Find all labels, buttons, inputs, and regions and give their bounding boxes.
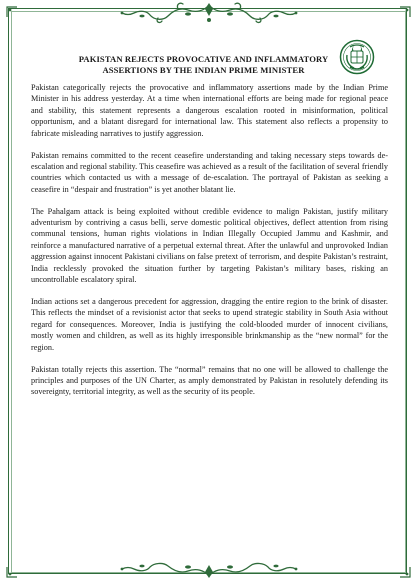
document-body (31, 82, 388, 408)
title-line-1: PAKISTAN REJECTS PROVOCATIVE AND INFLAMMATORY (78, 54, 329, 64)
corner-ornament-icon (5, 5, 19, 19)
paragraph-5: Pakistan totally rejects this assertion. The “normal” remains that no one will be allowed to challenge the principles and purposes of the UN Charter, as amply demonstrated by Pakistan in resolutely defending its sovereignty, territorial integrity, as well as the security of its people. (31, 364, 388, 397)
header-floral-ornament-icon (118, 1, 300, 25)
paragraph-2: Pakistan remains committed to the recent ceasefire understanding and taking necessary steps towards de-escalation and regional stability. This ceasefire was achieved as a result of the facilitation of several friendly countries which contacted us with a message of de-escalation. The portrayal of Pakistan as seeking a ceasefire in “despair and frustration” is yet another blatant lie. (31, 150, 388, 194)
paragraph-1: Pakistan categorically rejects the provocative and inflammatory assertions made by the Indian Prime Minister in his address yesterday. At a time when international efforts are being made for regional peace and stability, this statement represents a dangerous escalation rooted in misinformation, political opportunism, and a blatant disregard for international law. This statement also reflects a propensity to fabricate misleading narratives to justify aggression. (31, 83, 388, 138)
corner-ornament-icon (398, 5, 412, 19)
corner-ornament-icon (398, 565, 412, 579)
title-line-2: ASSERTIONS BY THE INDIAN PRIME MINISTER (102, 64, 305, 75)
footer-floral-ornament-icon (118, 560, 300, 580)
corner-ornament-icon (5, 565, 19, 579)
paragraph-4: Indian actions set a dangerous precedent for aggression, dragging the entire region to the brink of disaster. This reflects the mindset of a revisionist actor that seeks to upend strategic stability in South Asia without regard for consequences. Moreover, India is justifying the cold-blooded murder of innocent civilians, mostly women and children, as well as its highly irresponsible brinkmanship as the “new normal” for the region. (31, 297, 388, 352)
document-title (62, 54, 345, 75)
paragraph-3: The Pahalgam attack is being exploited without credible evidence to malign Pakistan, justify military adventurism by contriving a casus belli, serve domestic political objectives, deflect attention from rising communal tensions, human rights violations in Indian Illegally Occupied Jammu and Kashmir, and reinforce a manufactured narrative of a perpetual external threat. After the unlawful and unprovoked Indian aggression against innocent Pakistani civilians on false pretext of terrorism, and despite Pakistan’s restraint, India recklessly provoked the situation further by targeting Pakistan’s military bases, risking an uncontrollable escalatory spiral. (31, 206, 388, 285)
